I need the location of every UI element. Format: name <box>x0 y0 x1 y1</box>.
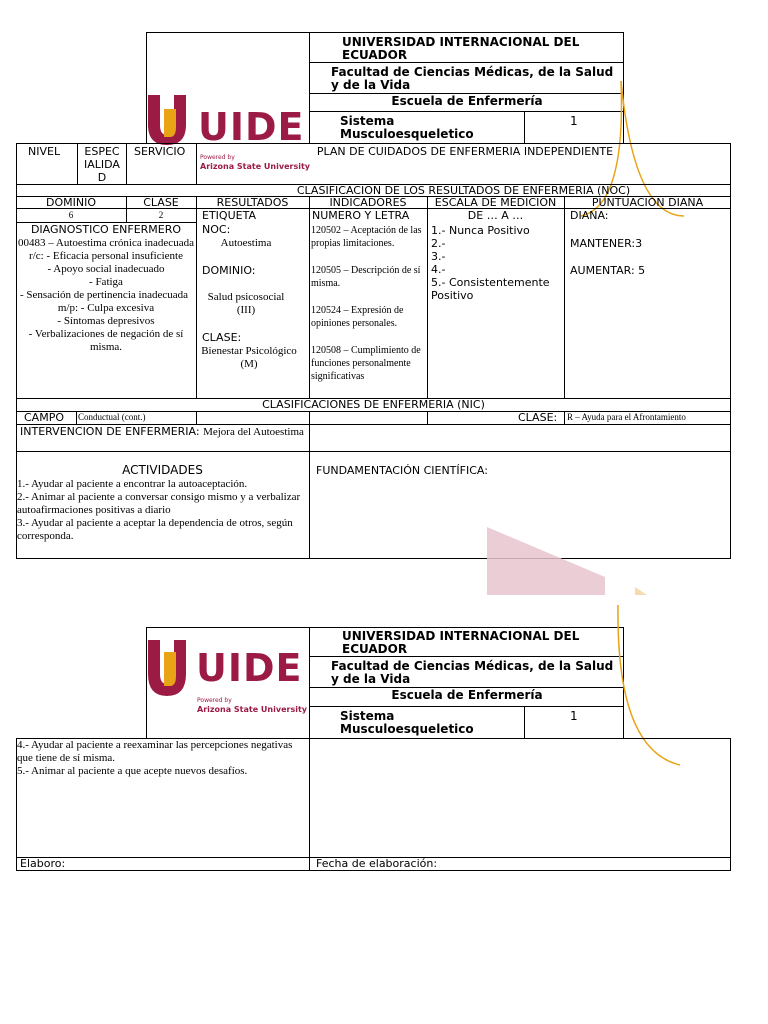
aumentar-value: AUMENTAR: 5 <box>570 264 646 277</box>
diagnostico-line: 00483 – Autoestima crónica inadecuada <box>18 237 194 249</box>
actividad-item: 5.- Animar al paciente a que acepte nuevos desafíos. <box>17 765 248 777</box>
scale-item: 4.- <box>431 263 446 276</box>
page-number: 1 <box>570 114 578 128</box>
dominio-res-label: DOMINIO: <box>202 264 256 277</box>
diagnostico-line: r/c: - Eficacia personal insuficiente <box>29 250 183 262</box>
powered-by: Powered by <box>200 154 235 161</box>
actividad-item: 4.- Ayudar al paciente a reexaminar las percepciones negativas que tiene de sí misma. <box>17 739 293 764</box>
dominio-header: DOMINIO <box>46 196 96 209</box>
numero-letra-label: NUMERO Y LETRA <box>312 209 410 222</box>
diagnostico-line: - Fatiga <box>89 276 123 288</box>
diagnostico-line: - Verbalizaciones de negación de sí misma. <box>28 328 184 353</box>
uide-u-mark-icon <box>146 640 188 696</box>
uide-wordmark-2: UIDE <box>196 646 303 690</box>
uide-logo <box>146 95 308 145</box>
diagnostico-line: - Síntomas depresivos <box>57 315 155 327</box>
actividades-title: ACTIVIDADES <box>122 463 203 477</box>
diagnostico-line: - Sensación de pertinencia inadecuada <box>20 289 188 301</box>
nic-title: CLASIFICACIONES DE ENFERMERIA (NIC) <box>262 398 485 411</box>
watermark-shape-icon <box>487 527 647 595</box>
university-name: UNIVERSIDAD INTERNACIONAL DEL ECUADOR <box>342 35 580 62</box>
diagnostico-line: - Apoyo social inadecuado <box>47 263 165 275</box>
indicator-item: 120524 – Expresión de opiniones personales. <box>311 305 404 329</box>
puntuacion-header: PUNTUACION DIANA <box>591 196 704 209</box>
diagnostico-title: DIAGNOSTICO ENFERMERO <box>30 223 182 236</box>
noc-value: Autoestima <box>220 237 272 249</box>
actividad-item: 2.- Animar al paciente a conversar consigo mismo y a verbalizar autoafirmaciones positivas a diario <box>17 491 301 516</box>
plan-title: PLAN DE CUIDADOS DE ENFERMERIA INDEPENDIENTE <box>316 145 614 158</box>
intervencion <box>20 425 305 439</box>
actividad-item: 3.- Ayudar al paciente a aceptar la dependencia de otros, según corresponda. <box>17 517 293 542</box>
page-number-2: 1 <box>570 709 578 723</box>
scale-item: 5.- Consistentemente Positivo <box>431 276 550 302</box>
indicator-item: 120505 – Descripción de sí misma. <box>311 265 421 289</box>
scale-item: 2.- <box>431 237 446 250</box>
indicadores-header: INDICADORES <box>329 196 407 209</box>
faculty-name: Facultad de Ciencias Médicas, de la Salud y de la Vida <box>331 65 614 92</box>
asu-name: Arizona State University <box>200 162 310 171</box>
actividad-item: 1.- Ayudar al paciente a encontrar la autoaceptación. <box>17 478 248 490</box>
system-name-2: Sistema Musculoesqueletico <box>340 709 474 736</box>
clase-nic-value: R – Ayuda para el Afrontamiento <box>567 412 686 422</box>
escala-header: ESCALA DE MEDICION <box>434 196 557 209</box>
dominio-res-value: Salud psicosocial (III) <box>207 291 285 316</box>
mantener-value: MANTENER:3 <box>570 237 643 250</box>
nivel-label: NIVEL <box>28 145 61 158</box>
noc-label: NOC: <box>202 223 231 236</box>
campo-value: Conductual (cont.) <box>78 412 146 422</box>
header-divider <box>309 32 310 144</box>
intervencion-label: INTERVENCION DE ENFERMERIA: <box>20 425 200 438</box>
diana-label: DIANA: <box>570 209 609 222</box>
school-name-2: Escuela de Enfermería <box>391 688 543 702</box>
clase-res-label: CLASE: <box>202 331 242 344</box>
asu-name-2: Arizona State University <box>197 705 307 714</box>
fundamentacion-label: FUNDAMENTACIÓN CIENTÍFICA: <box>316 464 488 477</box>
powered-by-2: Powered by <box>197 697 232 704</box>
etiqueta-label: ETIQUETA <box>202 209 256 222</box>
uide-u-mark-icon <box>146 95 188 145</box>
actividades-list-2 <box>17 739 307 778</box>
intervencion-value: Mejora del Autoestima <box>203 426 304 438</box>
clase-nic-label: CLASE: <box>518 411 558 424</box>
elaboro-label: Elaboro: <box>20 857 66 870</box>
indicator-item: 120502 – Aceptación de las propias limitaciones. <box>311 225 422 249</box>
diagnostico-text <box>16 237 196 354</box>
uide-logo-2 <box>146 640 308 700</box>
especialidad-label: ESPEC IALIDA D <box>84 145 120 184</box>
faculty-name-2: Facultad de Ciencias Médicas, de la Salud y de la Vida <box>331 659 614 686</box>
noc-title: CLASIFICACION DE LOS RESULTADOS DE ENFERMERIA (NOC) <box>296 184 631 197</box>
resultados-header: RESULTADOS <box>216 196 289 209</box>
scale-list <box>431 224 561 302</box>
de-a-label: DE … A … <box>467 209 524 222</box>
clase-value: 2 <box>158 210 164 220</box>
servicio-label: SERVICIO <box>134 145 186 158</box>
clase-header: CLASE <box>143 196 179 209</box>
school-name: Escuela de Enfermería <box>391 94 543 108</box>
indicator-item: 120508 – Cumplimiento de funciones personalmente significativas <box>311 345 421 382</box>
clase-res-value: Bienestar Psicológico (M) <box>201 345 297 370</box>
scale-item: 1.- Nunca Positivo <box>431 224 530 237</box>
actividades-list <box>17 478 309 543</box>
diagnostico-line: m/p: - Culpa excesiva <box>57 302 155 314</box>
system-name: Sistema Musculoesqueletico <box>340 114 474 141</box>
uide-wordmark: UIDE <box>198 105 305 145</box>
fecha-label: Fecha de elaboración: <box>316 857 438 870</box>
campo-label: CAMPO <box>24 411 64 424</box>
university-name-2: UNIVERSIDAD INTERNACIONAL DEL ECUADOR <box>342 629 580 656</box>
scale-item: 3.- <box>431 250 446 263</box>
dominio-value: 6 <box>68 210 74 220</box>
